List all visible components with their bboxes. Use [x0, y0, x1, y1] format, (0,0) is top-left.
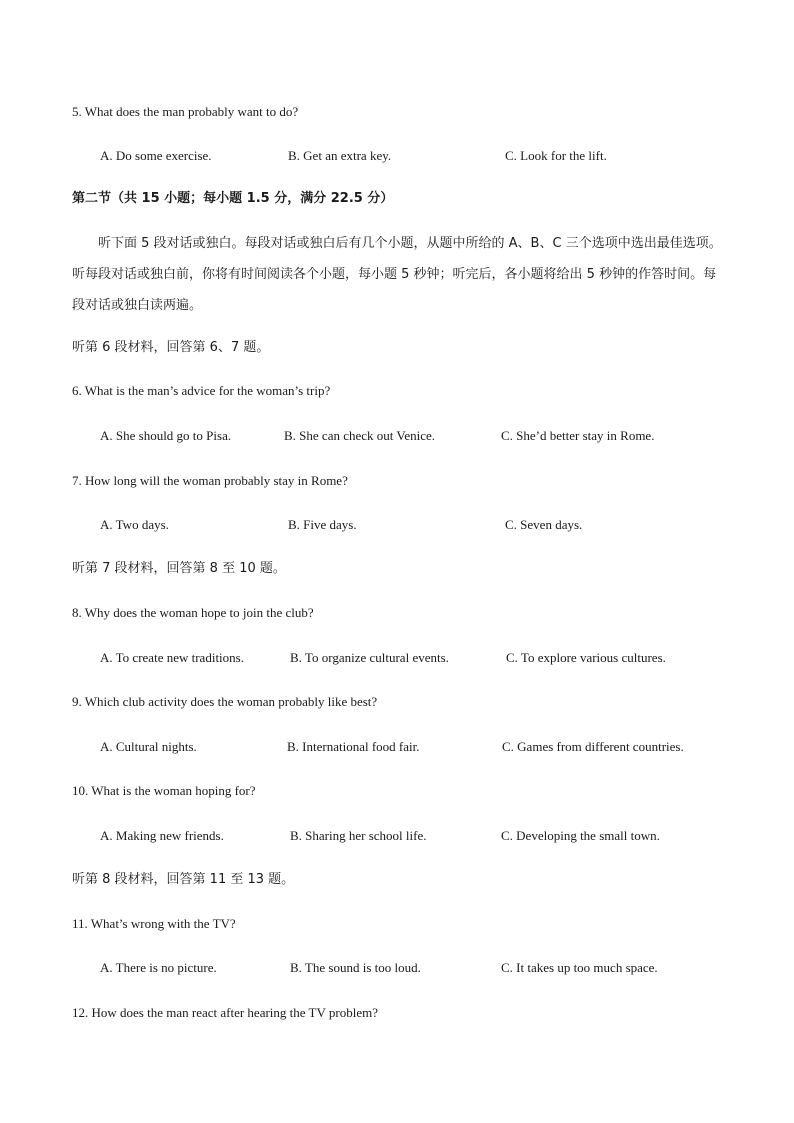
- option-b: B. Get an extra key.: [288, 148, 392, 163]
- section-instructions: 听下面 5 段对话或独白。每段对话或独白后有几个小题，从题中所给的 A、B、C 三个选项中选出最佳选项。听每段对话或独白前，你将有时间阅读各个小题，每小题 5 秒钟；听完后，各小题将给出 5 秒钟的作答时间。每段对话或独白读两遍。: [72, 236, 722, 313]
- question-stem: 5. What does the man probably want to do?: [72, 104, 299, 119]
- option-a: A. Making new friends.: [100, 828, 224, 843]
- option-a: A. To create new traditions.: [100, 650, 244, 665]
- question-stem: 8. Why does the woman hope to join the club?: [72, 605, 314, 620]
- material-heading: 听第 6 段材料，回答第 6、7 题。: [72, 340, 270, 355]
- option-a: A. Two days.: [100, 517, 169, 532]
- option-b: B. Five days.: [288, 517, 357, 532]
- option-a: A. There is no picture.: [100, 960, 217, 975]
- material-heading: 听第 8 段材料，回答第 11 至 13 题。: [72, 872, 295, 887]
- option-c: C. It takes up too much space.: [501, 960, 658, 975]
- option-a: A. Do some exercise.: [100, 148, 212, 163]
- option-a: A. She should go to Pisa.: [100, 428, 232, 443]
- option-b: B. She can check out Venice.: [284, 428, 436, 443]
- option-c: C. Look for the lift.: [505, 148, 607, 163]
- question-stem: 12. How does the man react after hearing the TV problem?: [72, 1005, 378, 1020]
- option-b: B. International food fair.: [287, 739, 420, 754]
- option-a: A. Cultural nights.: [100, 739, 197, 754]
- option-b: B. To organize cultural events.: [290, 650, 449, 665]
- question-stem: 6. What is the man’s advice for the woman’s trip?: [72, 383, 331, 398]
- option-b: B. The sound is too loud.: [290, 960, 421, 975]
- question-stem: 10. What is the woman hoping for?: [72, 783, 256, 798]
- material-heading: 听第 7 段材料，回答第 8 至 10 题。: [72, 561, 286, 576]
- option-c: C. Seven days.: [505, 517, 583, 532]
- option-c: C. Games from different countries.: [502, 739, 684, 754]
- question-stem: 7. How long will the woman probably stay in Rome?: [72, 473, 348, 488]
- option-c: C. She’d better stay in Rome.: [501, 428, 655, 443]
- question-stem: 9. Which club activity does the woman probably like best?: [72, 694, 378, 709]
- section-heading: 第二节（共 15 小题；每小题 1.5 分，满分 22.5 分）: [72, 191, 394, 206]
- option-c: C. Developing the small town.: [501, 828, 660, 843]
- option-c: C. To explore various cultures.: [506, 650, 666, 665]
- option-b: B. Sharing her school life.: [290, 828, 427, 843]
- question-stem: 11. What’s wrong with the TV?: [72, 916, 236, 931]
